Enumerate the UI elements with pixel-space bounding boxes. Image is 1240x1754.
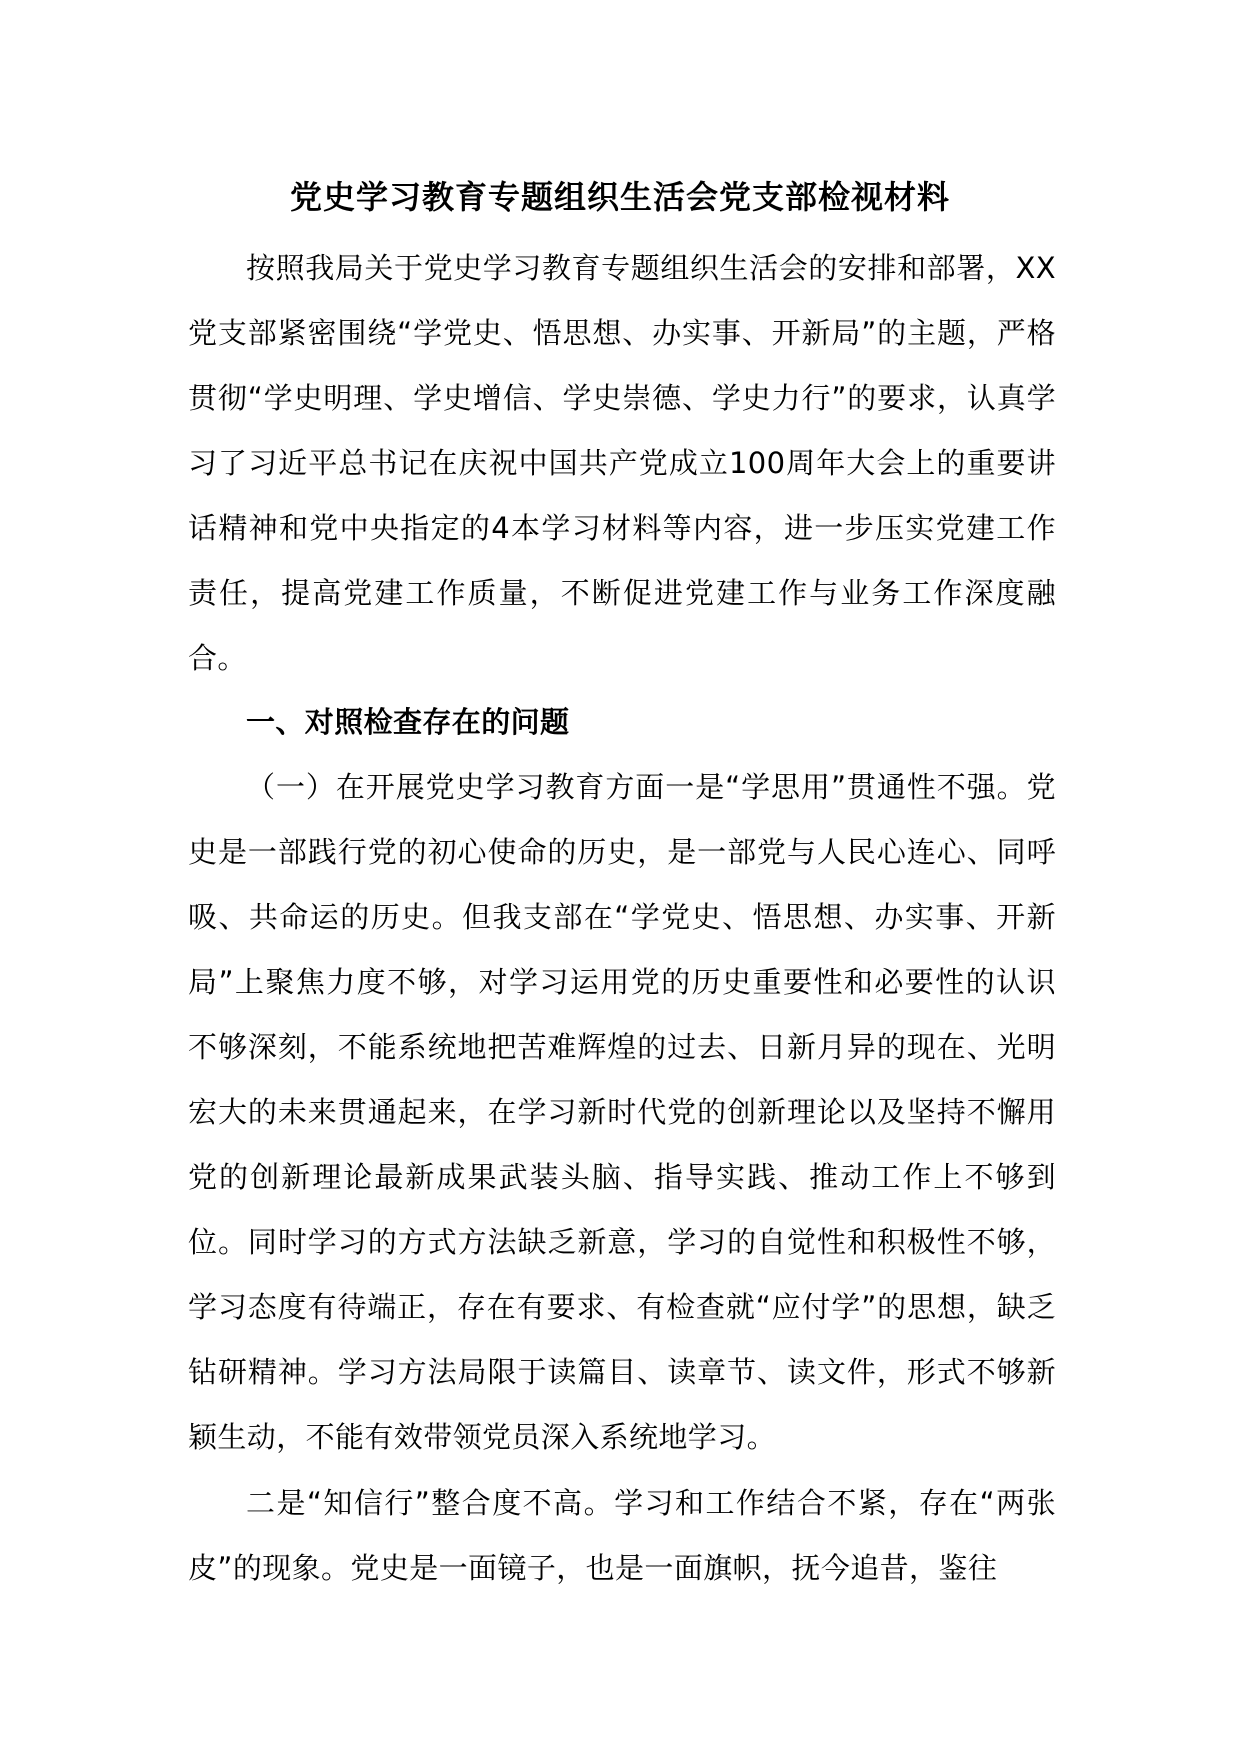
section-heading: 一、对照检查存在的问题 [246,705,570,739]
problem-paragraph-1: （一）在开展党史学习教育方面一是“学思用”贯通性不强。党史是一部践行党的初心使命的历史，是一部党与人民心连心、同呼吸、共命运的历史。但我支部在“学党史、悟思想、办实事、开新局”上聚焦力度不够，对学习运用党的历史重要性和必要性的认识不够深刻，不能系统地把苦难辉煌的过去、日新月异的现在、光明宏大的未来贯通起来，在学习新时代党的创新理论以及坚持不懈用党的创新理论最新成果武装头脑、指导实践、推动工作上不够到位。同时学习的方式方法缺乏新意，学习的自觉性和积极性不够，学习态度有待端正，存在有要求、有检查就“应付学”的思想，缺乏钻研精神。学习方法局限于读篇目、读章节、读文件，形式不够新颖生动，不能有效带领党员深入系统地学习。 [188,770,1056,1454]
intro-paragraph-block [188,236,1056,691]
problem-paragraph-2: 二是“知信行”整合度不高。学习和工作结合不紧，存在“两张皮”的现象。党史是一面镜子，也是一面旗帜，抚今追昔，鉴往 [188,1486,1056,1585]
document-title: 党史学习教育专题组织生活会党支部检视材料 [289,178,950,216]
section-heading-block [188,690,1056,755]
problem-paragraph-block [188,755,1056,1470]
problem-paragraph-2-block [188,1471,1056,1601]
intro-paragraph: 按照我局关于党史学习教育专题组织生活会的安排和部署，XX党支部紧密围绕“学党史、悟思想、办实事、开新局”的主题，严格贯彻“学史明理、学史增信、学史崇德、学史力行”的要求，认真学习了习近平总书记在庆祝中国共产党成立100周年大会上的重要讲话精神和党中央指定的4本学习材料等内容，进一步压实党建工作责任，提高党建工作质量，不断促进党建工作与业务工作深度融合。 [188,251,1056,675]
